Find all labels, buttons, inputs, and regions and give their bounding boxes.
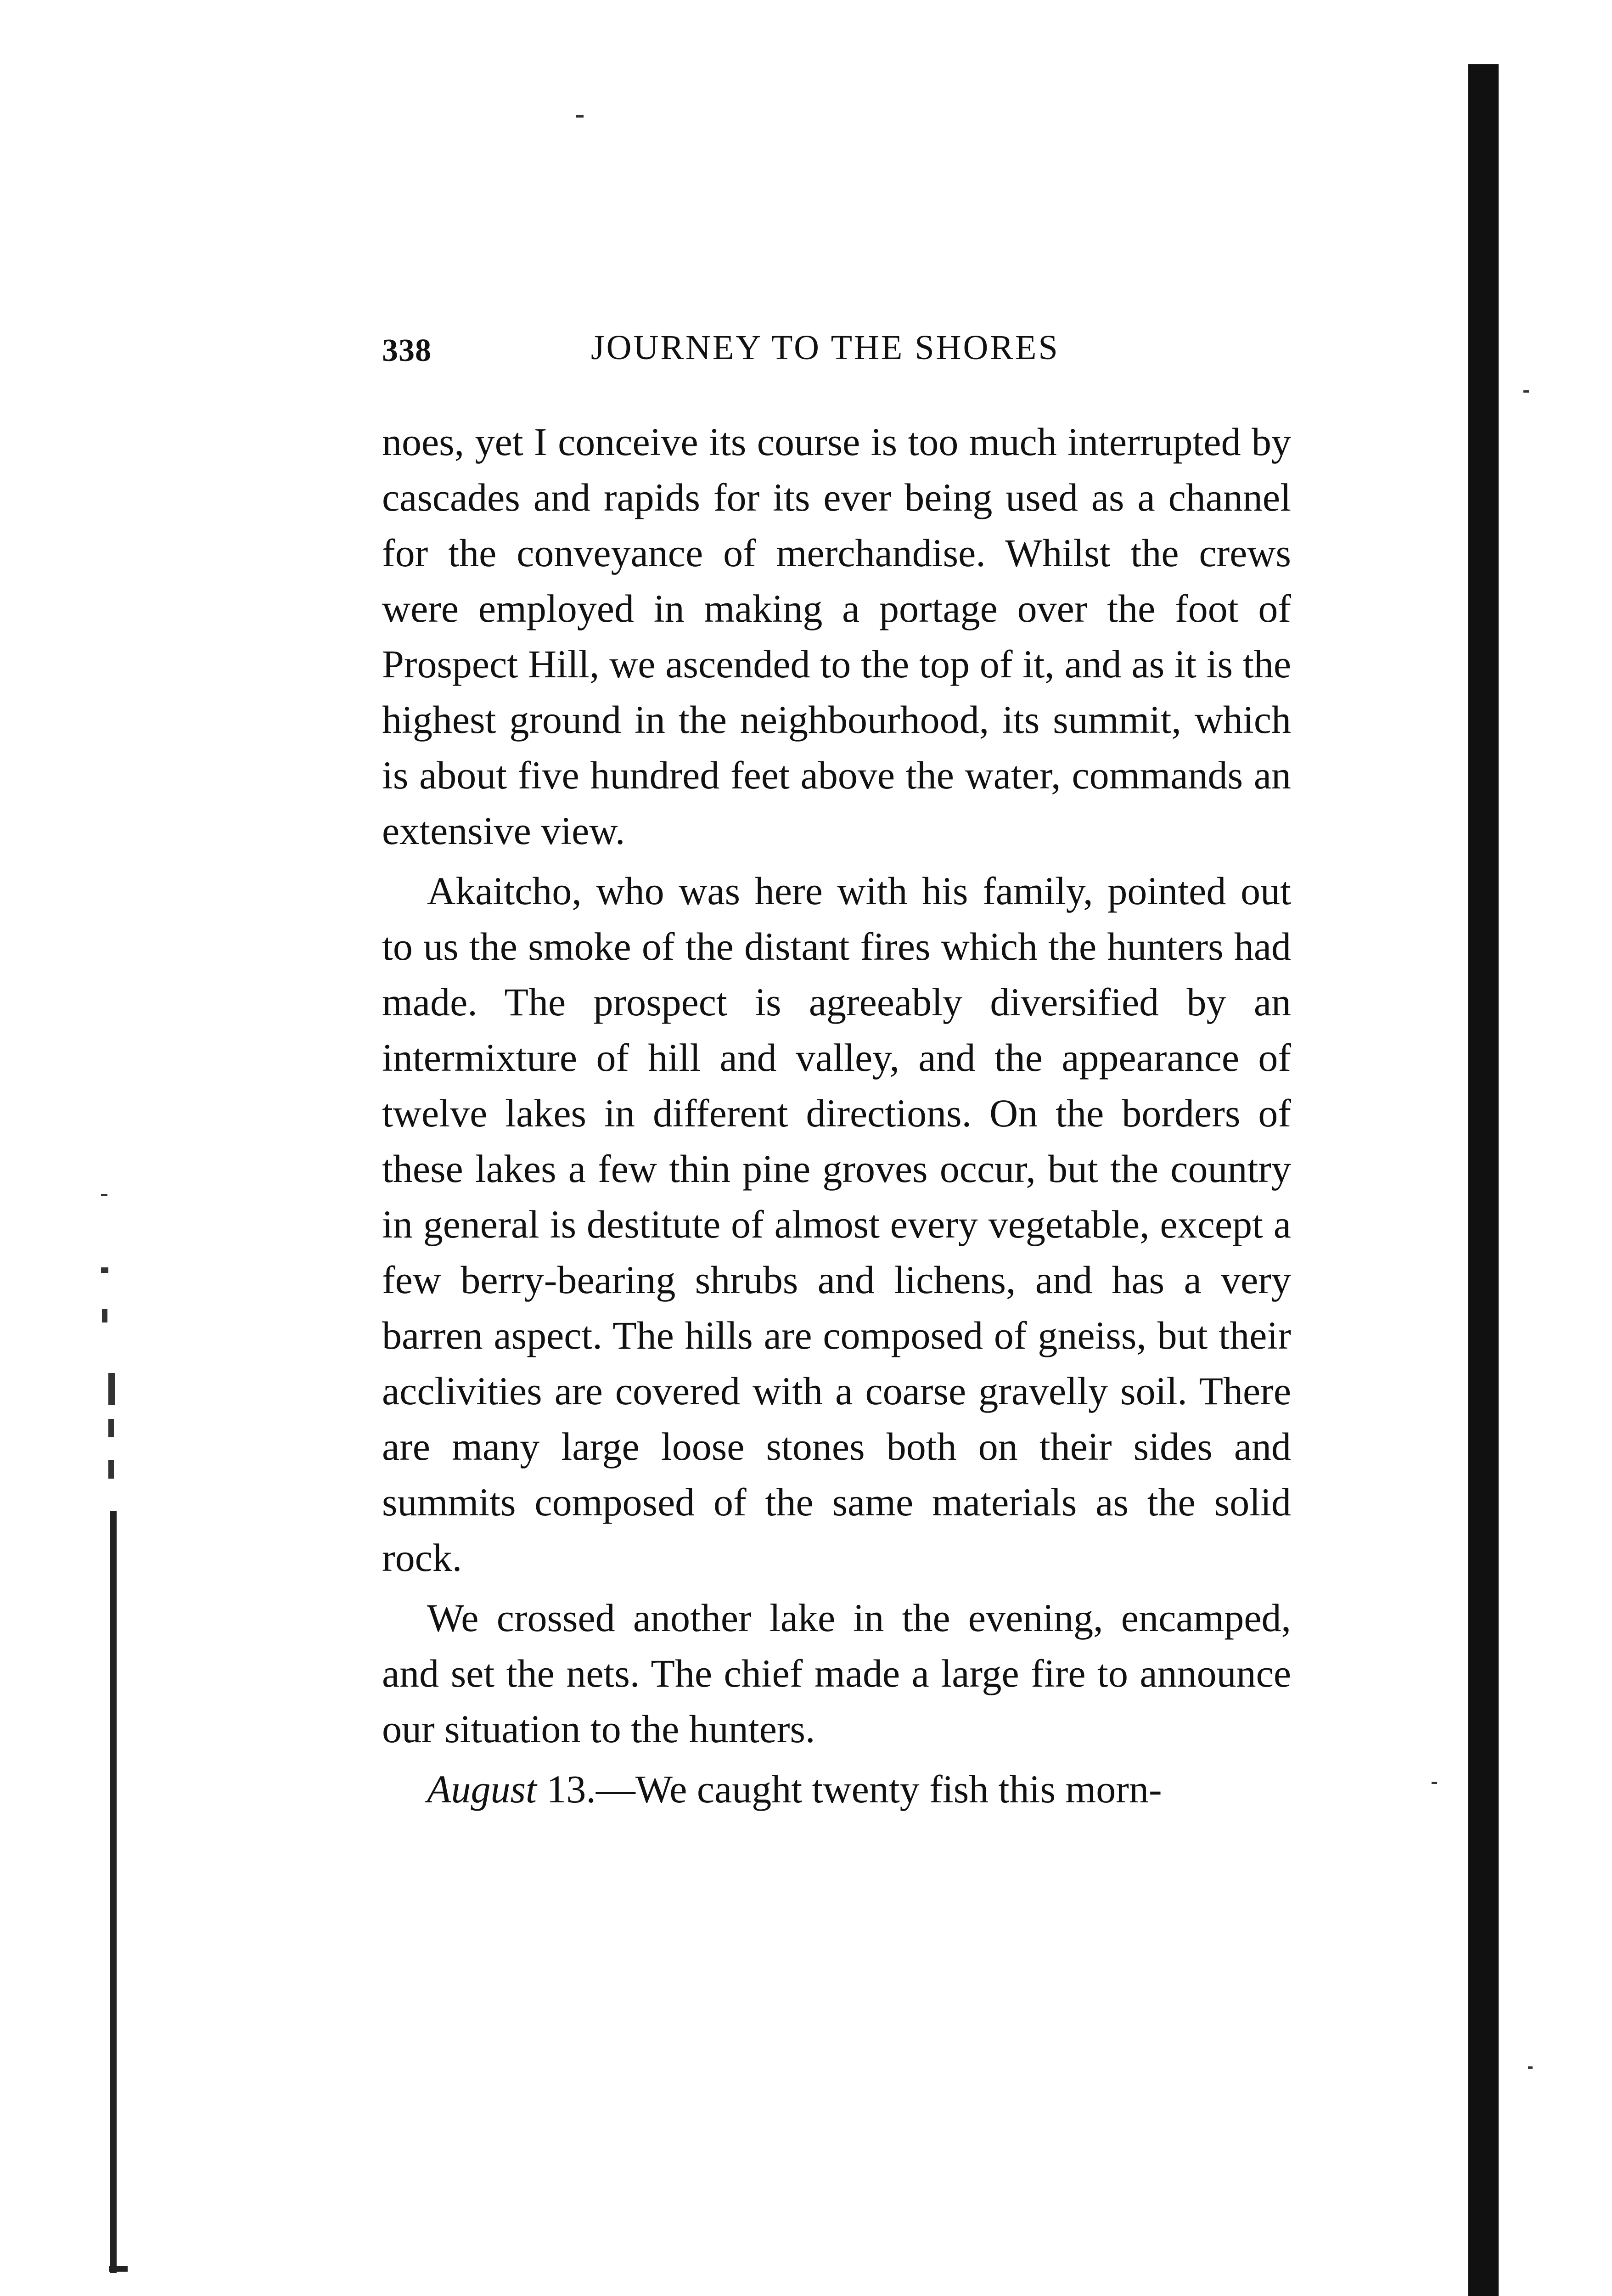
page-number: 338 xyxy=(382,333,432,368)
gutter-binding-foot xyxy=(109,2266,128,2272)
paragraph-4 xyxy=(382,1761,1291,1817)
running-head xyxy=(382,328,1300,383)
running-title: JOURNEY TO THE SHORES xyxy=(591,328,1060,367)
scan-speck xyxy=(1528,2066,1533,2069)
paragraph-1: noes, yet I conceive its course is too much interrupted by cascades and rapids for its ever being used as a channel for the conveyance of merchandise. Whilst the crews were employed in making a portage over the foot of Prospect Hill, we ascended to the top of it, and as it is the highest ground in the neighbourhood, its summit, which is about five hundred feet above the water, commands an extensive view. xyxy=(382,420,1291,853)
scan-speck xyxy=(101,1267,108,1273)
scan-speck xyxy=(101,1194,107,1196)
scan-edge-shadow xyxy=(1468,64,1499,2296)
paragraph-4-text: 13.—We caught twenty fish this morn- xyxy=(536,1767,1162,1811)
scan-speck xyxy=(102,1309,107,1322)
scan-speck xyxy=(1523,390,1529,393)
paragraph-3: We crossed another lake in the evening, encamped, and set the nets. The chief made a large fire to announce our situation to the hunters. xyxy=(382,1596,1291,1751)
scan-speck xyxy=(108,1419,114,1437)
date-label: August xyxy=(427,1767,537,1811)
gutter-binding-line xyxy=(110,1511,117,2273)
scan-speck xyxy=(1432,1782,1437,1784)
paragraph-2: Akaitcho, who was here with his family, pointed out to us the smoke of the distant fires which the hunters had made. The prospect is agreeably diversified by an intermixture of hill and valley, and the appearance of twelve lakes in different directions. On the borders of these lakes a few thin pine groves occur, but the country in general is destitute of almost every vegetable, except a few berry-bearing shrubs and lichens, and has a very barren aspect. The hills are composed of gneiss, but their acclivities are covered with a coarse gravelly soil. There are many large loose stones both on their sides and summits composed of the same materials as the solid rock. xyxy=(382,869,1291,1580)
scan-speck xyxy=(108,1460,114,1479)
scan-speck xyxy=(576,115,584,118)
body-text xyxy=(382,414,1291,1817)
scan-speck xyxy=(108,1373,115,1405)
